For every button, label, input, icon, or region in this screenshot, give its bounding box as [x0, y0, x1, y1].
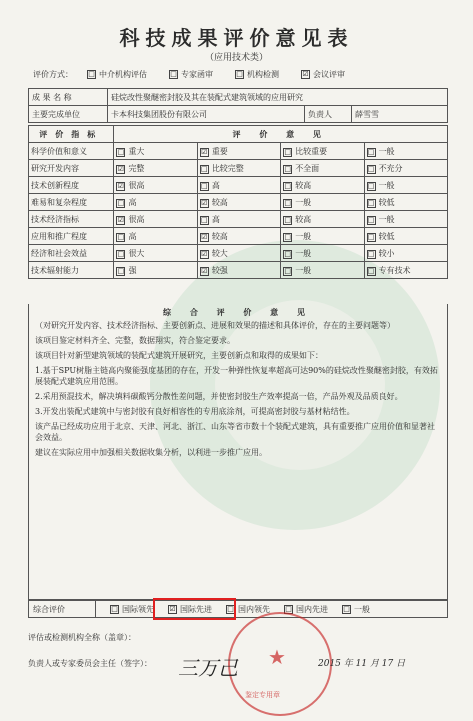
rating-option[interactable] [281, 194, 364, 211]
indicator-name: 技术辐射能力 [29, 262, 114, 279]
indicator-row [29, 245, 448, 262]
checkbox-icon[interactable]: □ [284, 181, 291, 190]
rating-label: 较高 [295, 214, 312, 224]
rating-option[interactable] [281, 160, 364, 177]
rating-label: 较高 [211, 197, 228, 207]
evaluation-mode-row [33, 68, 453, 80]
indicator-row [29, 177, 448, 194]
highlight-box [153, 598, 236, 620]
checkbox-icon[interactable]: □ [284, 164, 291, 173]
rating-label: 较低 [378, 197, 395, 207]
checkbox-icon[interactable]: ☑ [201, 249, 208, 258]
checkbox-icon[interactable]: □ [284, 198, 291, 207]
star-icon: ★ [268, 645, 286, 669]
evaluation-mode-label: 评价方式： [33, 69, 73, 79]
rating-option[interactable] [197, 262, 280, 279]
comment-paragraph: 建议在实际应用中加强相关数据收集分析，以利进一步推广应用。 [35, 448, 267, 457]
indicator-row [29, 262, 448, 279]
checkbox-icon[interactable]: □ [170, 69, 177, 78]
rating-label: 一般 [378, 214, 395, 224]
checkbox-icon[interactable]: ☑ [169, 604, 176, 613]
sign-date: 2015 年 11 月 17 日 [318, 659, 406, 669]
indicator-row [29, 228, 448, 245]
indicator-name: 研究开发内容 [29, 160, 114, 177]
rating-label: 不充分 [378, 163, 403, 173]
rating-option[interactable] [114, 262, 197, 279]
indicator-row [29, 143, 448, 160]
rating-option[interactable] [281, 262, 364, 279]
unit-label: 主要完成单位 [29, 106, 108, 123]
checkbox-icon[interactable]: □ [117, 147, 125, 156]
checkbox-icon[interactable]: □ [367, 249, 375, 258]
info-table [28, 88, 448, 123]
rating-label: 重要 [211, 146, 228, 156]
mode-option-label: 中介机构评估 [99, 69, 147, 79]
rating-option[interactable] [364, 228, 447, 245]
form-subtitle: （应用技术类） [204, 53, 268, 63]
rating-label: 重大 [128, 146, 145, 156]
indicator-name: 应用和推广程度 [29, 228, 114, 245]
checkbox-icon[interactable]: ☑ [201, 147, 208, 156]
checkbox-icon[interactable]: □ [117, 198, 125, 207]
rating-option[interactable] [197, 194, 280, 211]
checkbox-icon[interactable]: □ [285, 604, 292, 613]
rating-label: 不全面 [295, 163, 320, 173]
rating-option[interactable] [281, 228, 364, 245]
indicator-name: 难易和复杂程度 [29, 194, 114, 211]
indicator-row [29, 160, 448, 177]
rating-option[interactable] [114, 211, 197, 228]
level-option[interactable] [110, 604, 154, 615]
checkbox-icon[interactable]: □ [227, 604, 234, 613]
checkbox-icon[interactable]: □ [117, 232, 125, 241]
rating-label: 较大 [211, 248, 228, 258]
indicator-row [29, 211, 448, 228]
mode-option[interactable] [87, 69, 147, 80]
org-label: 评估或检测机构全称（盖章）： [28, 633, 136, 642]
rating-label: 高 [128, 231, 137, 241]
checkbox-icon[interactable]: □ [88, 69, 95, 78]
rating-option[interactable] [364, 194, 447, 211]
rating-label: 很高 [128, 214, 145, 224]
rating-label: 高 [211, 214, 220, 224]
seal-text: 鉴定专用章 [245, 691, 280, 699]
comment-paragraph: 该项目针对新型建筑领域的装配式建筑开展研究，主要创新点和取得的成果如下： [35, 351, 323, 360]
checkbox-icon[interactable]: □ [201, 215, 208, 224]
achievement-name-label: 成 果 名 称 [29, 89, 108, 106]
rating-option[interactable] [364, 160, 447, 177]
rating-label: 很大 [128, 248, 145, 258]
checkbox-icon[interactable]: □ [343, 604, 350, 613]
checkbox-icon[interactable]: ☑ [201, 232, 208, 241]
rating-option[interactable] [114, 245, 197, 262]
rating-option[interactable] [197, 160, 280, 177]
rating-label: 比较完整 [211, 163, 244, 173]
checkbox-icon[interactable]: □ [201, 181, 208, 190]
rating-label: 一般 [295, 197, 312, 207]
mode-option-label: 机构检测 [247, 69, 279, 79]
rating-option[interactable] [197, 177, 280, 194]
checkbox-icon[interactable]: □ [284, 215, 291, 224]
comments-section [28, 304, 448, 600]
checkbox-icon[interactable]: □ [284, 266, 291, 275]
rating-label: 较高 [295, 180, 312, 190]
rating-option[interactable] [364, 262, 447, 279]
checkbox-icon[interactable]: □ [367, 215, 375, 224]
checkbox-icon[interactable]: □ [367, 266, 375, 275]
rating-option[interactable] [114, 228, 197, 245]
rating-option[interactable] [197, 228, 280, 245]
rating-option[interactable] [281, 245, 364, 262]
indicator-table [28, 125, 448, 279]
rating-option[interactable] [364, 143, 447, 160]
comment-paragraph: 1.基于SPU树脂主链高内聚能强度基团的存在，开发一种弹性恢复率超高可达90%的硅烷改性聚醚密封胶，有效拓展装配式建筑应用范围。 [35, 366, 438, 386]
rating-label: 一般 [378, 180, 395, 190]
person-label: 负责人 [305, 106, 352, 123]
checkbox-icon[interactable]: ☑ [117, 164, 125, 173]
rating-label: 较小 [378, 248, 395, 258]
mode-option[interactable] [235, 69, 279, 80]
level-option-label: 国际先进 [180, 604, 212, 614]
rating-label: 比较重要 [295, 146, 328, 156]
sign-label: 负责人或专家委员会主任（签字）： [28, 659, 152, 668]
checkbox-icon[interactable]: □ [236, 69, 243, 78]
checkbox-icon[interactable]: □ [284, 249, 291, 258]
checkbox-icon[interactable]: □ [117, 266, 125, 275]
rating-option[interactable] [197, 245, 280, 262]
rating-option[interactable] [114, 194, 197, 211]
checkbox-icon[interactable]: ☑ [201, 266, 208, 275]
form-title: 科技成果评价意见表 [119, 26, 354, 50]
rating-label: 较高 [211, 231, 228, 241]
rating-label: 很高 [128, 180, 145, 190]
rating-label: 专有技术 [378, 265, 411, 275]
rating-label: 一般 [295, 248, 312, 258]
rating-label: 高 [211, 180, 220, 190]
overall-evaluation-row [28, 600, 448, 618]
checkbox-icon[interactable]: □ [367, 147, 375, 156]
rating-option[interactable] [114, 143, 197, 160]
checkbox-icon[interactable]: □ [367, 198, 375, 207]
comment-paragraph: 3.开发出装配式建筑中与密封胶有良好相容性的专用底涂剂，可提高密封胶与基材粘结性。 [35, 407, 355, 416]
rating-option[interactable] [364, 245, 447, 262]
comment-paragraph: 该项目鉴定材料齐全、完整，数据翔实，符合鉴定要求。 [35, 336, 235, 345]
checkbox-icon[interactable]: ☑ [201, 198, 208, 207]
indicator-name: 经济和社会效益 [29, 245, 114, 262]
opinion-header: 评 价 意 见 [114, 126, 448, 143]
mode-option-label: 专家函审 [181, 69, 213, 79]
rating-option[interactable] [197, 143, 280, 160]
rating-option[interactable] [197, 211, 280, 228]
checkbox-icon[interactable]: □ [201, 164, 208, 173]
level-option-label: 国内领先 [238, 604, 270, 614]
rating-label: 一般 [295, 265, 312, 275]
rating-option[interactable] [364, 211, 447, 228]
checkbox-icon[interactable]: ☑ [117, 181, 125, 190]
mode-option[interactable] [169, 69, 213, 80]
rating-label: 较低 [378, 231, 395, 241]
rating-label: 完整 [128, 163, 145, 173]
checkbox-icon[interactable]: □ [284, 147, 291, 156]
rating-option[interactable] [114, 177, 197, 194]
rating-label: 一般 [295, 231, 312, 241]
signature: 三万己 [178, 656, 238, 680]
checkbox-icon[interactable]: □ [367, 181, 375, 190]
checkbox-icon[interactable]: □ [284, 232, 291, 241]
indicator-row [29, 194, 448, 211]
checkbox-icon[interactable]: □ [117, 249, 125, 258]
checkbox-icon[interactable]: ☑ [117, 215, 125, 224]
rating-label: 高 [128, 197, 137, 207]
comments-title: 综 合 评 价 意 见 [163, 307, 313, 317]
rating-option[interactable] [281, 143, 364, 160]
level-option-label: 国际领先 [122, 604, 154, 614]
mode-option-label: 会议评审 [313, 69, 345, 79]
person-value: 薛雪雪 [352, 106, 448, 123]
rating-label: 较强 [211, 265, 228, 275]
checkbox-icon[interactable]: □ [367, 232, 375, 241]
comment-paragraph: 2.采用预混技术，解决填料碳酸钙分散性差问题，并使密封胶生产效率提高一倍，产品外观及品质良好。 [35, 392, 403, 401]
checkbox-icon[interactable]: ☑ [302, 69, 309, 78]
rating-label: 一般 [378, 146, 395, 156]
level-option-label: 国内先进 [296, 604, 328, 614]
mode-option[interactable] [301, 69, 345, 80]
checkbox-icon[interactable]: □ [367, 164, 375, 173]
achievement-name-value: 硅烷改性聚醚密封胶及其在装配式建筑领域的应用研究 [108, 89, 448, 106]
rating-option[interactable] [364, 177, 447, 194]
level-option-label: 一般 [354, 604, 370, 614]
rating-option[interactable] [281, 211, 364, 228]
overall-evaluation-label: 综合评价 [29, 601, 96, 617]
indicator-name: 技术创新程度 [29, 177, 114, 194]
comments-hint: （对研究开发内容、技术经济指标、主要创新点、进展和效果的描述和具体评价，存在的主要问题等） [35, 321, 395, 330]
rating-label: 强 [128, 265, 137, 275]
rating-option[interactable] [281, 177, 364, 194]
checkbox-icon[interactable]: □ [111, 604, 118, 613]
indicator-name: 科学价值和意义 [29, 143, 114, 160]
indicator-header: 评价指标 [29, 126, 114, 143]
indicator-name: 技术经济指标 [29, 211, 114, 228]
rating-option[interactable] [114, 160, 197, 177]
level-option[interactable] [342, 604, 370, 615]
unit-value: 卡本科技集团股份有限公司 [108, 106, 305, 123]
comment-paragraph: 该产品已经成功应用于北京、天津、河北、浙江、山东等省市数十个装配式建筑，具有重要推广应用价值和显著社会效益。 [35, 422, 435, 442]
